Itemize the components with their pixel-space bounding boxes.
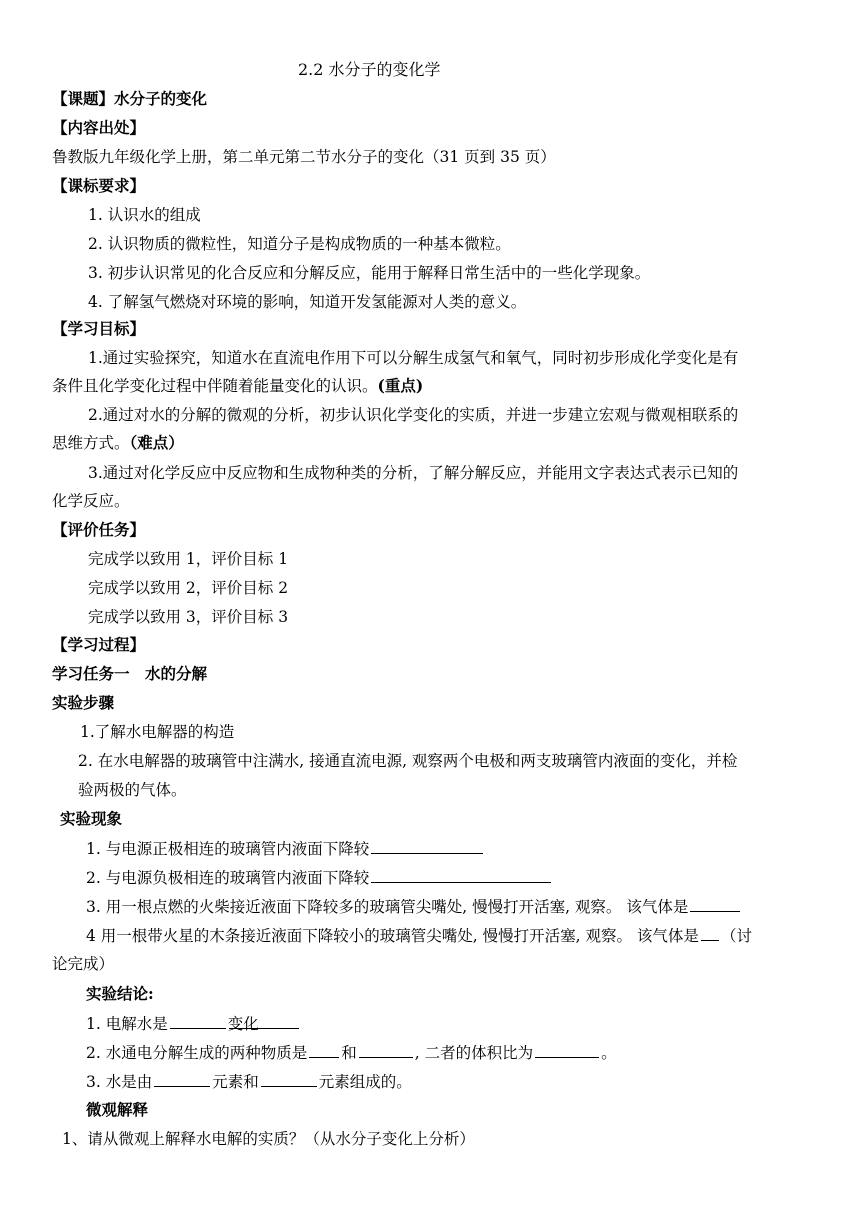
conclusion-3-end: 元素组成的。 [318, 1073, 412, 1091]
source-label: 【内容出处】 [52, 118, 146, 137]
goal-1-line-1: 1.通过实验探究，知道水在直流电作用下可以分解生成氢气和氧气，同时初步形成化学变化是有 [88, 349, 739, 367]
goal-1-tag: (重点) [377, 376, 424, 395]
topic-value: 水分子的变化 [114, 89, 208, 108]
phenomenon-4-suffix: （讨 [720, 927, 752, 945]
goal-2-line-1: 2.通过对水的分解的微观的分析，初步认识化学变化的实质，并进一步建立宏观与微观相联系的 [88, 406, 739, 424]
eval-item: 完成学以致用 2，评价目标 2 [88, 579, 289, 597]
phenomenon-3-text: 3. 用一根点燃的火柴接近液面下降较多的玻璃管尖嘴处, 慢慢打开活塞, 观察。 该气体是 [86, 898, 689, 916]
goal-1-text: 条件且化学变化过程中伴随着能量变化的认识。 [52, 377, 378, 395]
step-2-line-1: 2. 在水电解器的玻璃管中注满水, 接通直流电源, 观察两个电极和两支玻璃管内液面的变化，并检 [78, 752, 738, 770]
source-text: 鲁教版九年级化学上册，第二单元第二节水分子的变化（31 页到 35 页） [52, 148, 556, 166]
answer-blank [359, 1041, 413, 1058]
answer-blank [309, 1041, 339, 1058]
process-label: 【学习过程】 [52, 635, 146, 654]
answer-blank [154, 1070, 210, 1087]
topic-label: 【课题】 [52, 89, 115, 108]
standards-label: 【课标要求】 [52, 176, 146, 195]
conclusion-2-ratio-text: , 二者的体积比为 [414, 1044, 534, 1062]
conclusion-1-text: 1. 电解水是 [86, 1015, 168, 1033]
conclusion-2-text: 2. 水通电分解生成的两种物质是 [86, 1044, 308, 1062]
conclusion-3-text: 3. 水是由 [86, 1073, 153, 1091]
conclusion-1-suffix: 变化 [227, 1015, 259, 1033]
answer-blank [690, 895, 740, 912]
task-1-heading: 学习任务一 水的分解 [52, 664, 208, 683]
standard-item: 4. 了解氢气燃烧对环境的影响，知道开发氢能源对人类的意义。 [88, 293, 527, 311]
conclusion-2 [86, 1041, 617, 1064]
conclusion-3-mid: 元素和 [212, 1073, 259, 1091]
answer-blank [229, 1012, 299, 1029]
goal-2-tag: （难点） [129, 433, 184, 452]
phenomenon-4-line-2: 论完成） [52, 955, 115, 973]
phenomena-label: 实验现象 [60, 809, 123, 828]
goals-label: 【学习目标】 [52, 319, 146, 338]
goal-1-line-2 [52, 375, 423, 397]
conclusion-3 [86, 1070, 412, 1093]
phenomenon-1-text: 1. 与电源正极相连的玻璃管内液面下降较 [86, 840, 370, 858]
standard-item: 2. 认识物质的微粒性，知道分子是构成物质的一种基本微粒。 [88, 235, 511, 253]
phenomenon-3 [86, 895, 742, 918]
goal-2-line-2 [52, 432, 184, 454]
page-title: 2.2 水分子的变化学 [298, 60, 441, 79]
micro-label: 微观解释 [86, 1100, 149, 1119]
answer-blank [371, 837, 483, 854]
phenomenon-4 [86, 924, 752, 947]
phenomenon-4-text: 4 用一根带火星的木条接近液面下降较小的玻璃管尖嘴处, 慢慢打开活塞, 观察。 该气体是 [86, 927, 699, 945]
phenomenon-2-text: 2. 与电源负极相连的玻璃管内液面下降较 [86, 869, 370, 887]
conclusion-2-and: 和 [341, 1044, 357, 1062]
phenomenon-2 [86, 866, 553, 889]
standard-item: 3. 初步认识常见的化合反应和分解反应，能用于解释日常生活中的一些化学现象。 [88, 264, 651, 282]
conclusion-label: 实验结论: [86, 984, 154, 1003]
topic-line [52, 88, 207, 110]
answer-blank [170, 1012, 226, 1029]
conclusion-1 [86, 1012, 301, 1035]
answer-blank [701, 924, 719, 941]
answer-blank [371, 866, 551, 883]
eval-item: 完成学以致用 1，评价目标 1 [88, 550, 289, 568]
answer-blank [535, 1041, 599, 1058]
step-1: 1.了解水电解器的构造 [80, 723, 235, 741]
goal-2-text: 思维方式。 [52, 434, 130, 452]
answer-blank [261, 1070, 317, 1087]
micro-question-1: 1、请从微观上解释水电解的实质？（从水分子变化上分析） [62, 1130, 475, 1148]
steps-label: 实验步骤 [52, 693, 115, 712]
step-2-line-2: 验两极的气体。 [78, 781, 187, 799]
standard-item: 1. 认识水的组成 [88, 206, 201, 224]
conclusion-2-end: 。 [601, 1044, 617, 1062]
eval-item: 完成学以致用 3，评价目标 3 [88, 608, 289, 626]
eval-label: 【评价任务】 [52, 520, 146, 539]
goal-3-line-2: 化学反应。 [52, 492, 130, 510]
phenomenon-1 [86, 837, 485, 860]
goal-3-line-1: 3.通过对化学反应中反应物和生成物种类的分析，了解分解反应，并能用文字表达式表示已知的 [88, 464, 739, 482]
